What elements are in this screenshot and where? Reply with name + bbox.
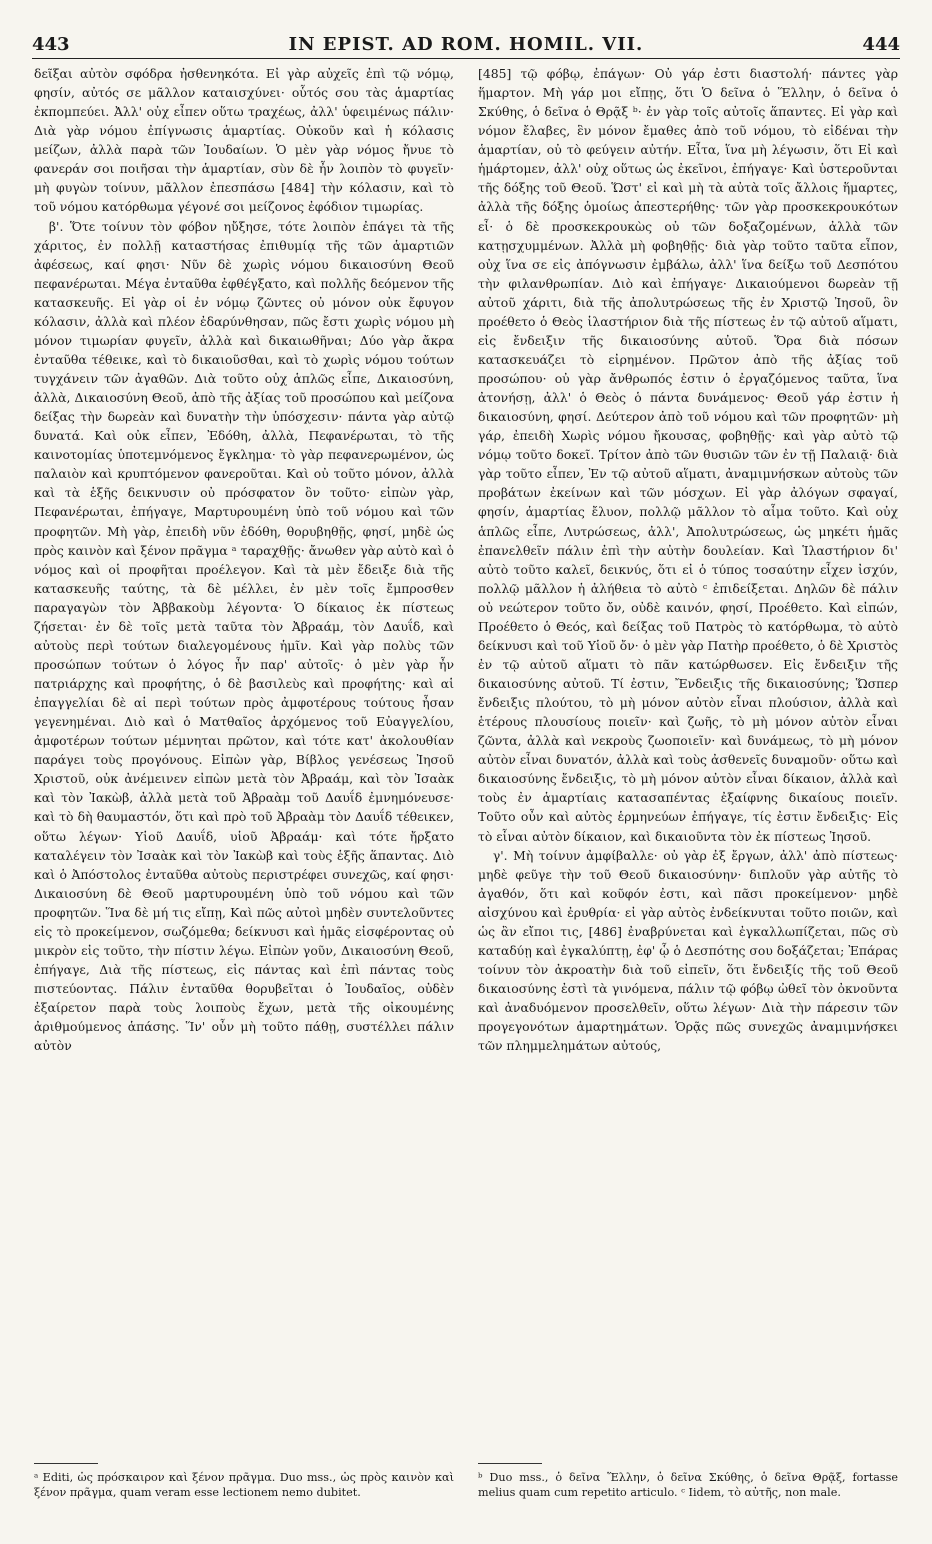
left-paragraph: β'. Ὅτε τοίνυν τὸν φόβον ηὔξησε, τότε λοιπὸν ἐπάγει τὰ τῆς χάριτος, ἐν πολλῇ καταστήσας ἐπιθυμίᾳ τῆς τῶν ἁμαρτιῶν ἀφέσεως, καί φησι· Νῦν δὲ χωρὶς νόμου δικαιοσύνη Θεοῦ πεφανέρωται. Μέγα ἐνταῦθα ἐφθέγξατο, καὶ πολλῆς δεόμενον τῆς κατασκευῆς. Εἰ γὰρ οἱ ἐν νόμῳ ζῶντες οὐ μόνον οὐκ ἔφυγον κόλασιν, ἀλλὰ καὶ πλέον ἐδαρύνθησαν, πῶς ἔστι χωρὶς νόμου μὴ μόνον τιμωρίαν φυγεῖν, ἀλλὰ καὶ δικαιωθῆναι; Δύο γὰρ ἄκρα ἐνταῦθα τέθεικε, καὶ τὸ δικαιοῦσθαι, καὶ τὸ χωρὶς νόμου τούτων τυγχάνειν τῶν ἀγαθῶν. Διὰ τοῦτο οὐχ ἁπλῶς εἶπε, Δικαιοσύνη, ἀλλὰ, Δικαιοσύνη Θεοῦ, ἀπὸ τῆς ἀξίας τοῦ προσώπου καὶ μείζονα δείξας τὴν δωρεὰν καὶ δυνατὴν τὴν ὑπόσχεσιν· πάντα γὰρ αὐτῷ δυνατά. Καὶ οὐκ εἶπεν, Ἐδόθη, ἀλλὰ, Πεφανέρωται, τὸ τῆς καινοτομίας ὑποτεμνόμενος ἔγκλημα· τὸ γὰρ πεφανερωμένον, ὡς παλαιὸν καὶ κρυπτόμενον φανεροῦται. Καὶ οὐ τοῦτο μόνον, ἀλλὰ καὶ τὰ ἑξῆς δεικνυσιν οὐ πρόσφατον ὂν τοῦτο· εἰπὼν γὰρ, Πεφανέρωται, ἐπήγαγε, Μαρτυρουμένη ὑπὸ τοῦ νόμου καὶ τῶν προφητῶν. Μὴ γὰρ, ἐπειδὴ νῦν ἐδόθη, θορυβηθῇς, φησί, μηδὲ ὡς πρὸς καινὸν καὶ ξένον πρᾶγμα ᵃ ταραχθῇς· ἄνωθεν γὰρ αὐτὸ καὶ ὁ νόμος καὶ οἱ προφῆται προέλεγον. Καὶ τὰ μὲν ἔδειξε διὰ τῆς κατασκευῆς ταύτης, τὰ δὲ μέλλει, ἐν μὲν τοῖς ἔμπροσθεν παραγαγὼν τὸν Ἀββακοὺμ λέγοντα· Ὁ δίκαιος ἐκ πίστεως ζήσεται· ἐν δὲ τοῖς μετὰ ταῦτα τὸν Ἀβραάμ, τὸν Δαυΐδ, καὶ αὐτοὺς περὶ τούτων διαλεγομένους ἡμῖν. Καὶ γὰρ πολὺς τῶν προσώπων τούτων ὁ λόγος ἦν παρ' αὐτοῖς· ὁ μὲν γὰρ ἦν πατριάρχης καὶ προφήτης, ὁ δὲ βασιλεὺς καὶ προφήτης· καὶ αἱ ἐπαγγελίαι δὲ αἱ περὶ τούτων πρὸς ἀμφοτέρους τούτους ἦσαν γεγενημέναι. Διὸ καὶ ὁ Ματθαῖος ἀρχόμενος τοῦ Εὐαγγελίου, ἀμφοτέρων τούτων μέμνηται πρῶτον, καὶ τότε κατ' ἀκολουθίαν παράγει τοὺς προγόνους. Εἰπὼν γὰρ, Βίβλος γενέσεως Ἰησοῦ Χριστοῦ, οὐκ ἀνέμεινεν εἰπὼν μετὰ τὸν Ἀβραάμ, καὶ τὸν Ἰσαὰκ καὶ τὸν Ἰακὼβ, ἀλλὰ μετὰ τοῦ Ἀβραὰμ τοῦ Δαυΐδ ἐμνημόνευσε· καὶ τὸ δὴ θαυμαστόν, ὅτι καὶ πρὸ τοῦ Ἀβραὰμ τὸν Δαυΐδ τέθεικεν, οὕτω λέγων· Υἱοῦ Δαυΐδ, υἱοῦ Ἀβραάμ· καὶ τότε ἤρξατο καταλέγειν τὸν Ἰσαὰκ καὶ τὸν Ἰακὼβ καὶ τοὺς ἑξῆς ἅπαντας. Διὸ καὶ ὁ Ἀπόστολος ἐνταῦθα αὐτοὺς περιστρέφει συνεχῶς, καί φησι· Δικαιοσύνη δὲ Θεοῦ μαρτυρουμένη ὑπὸ τοῦ νόμου καὶ τῶν προφητῶν. Ἵνα δὲ μή τις εἴπῃ, Καὶ πῶς αὐτοὶ μηδὲν συντελοῦντες εἰς τὸ προκείμενον, σωζόμεθα; δείκνυσι καὶ ἡμᾶς εἰσφέροντας οὐ μικρὸν εἰς τοῦτο, τὴν πίστιν λέγω. Εἰπὼν γοῦν, Δικαιοσύνη Θεοῦ, ἐπήγαγε, Διὰ τῆς πίστεως, εἰς πάντας καὶ ἐπὶ πάντας τοὺς πιστεύοντας. Πάλιν ἐνταῦθα θορυβεῖται ὁ Ἰουδαῖος, οὐδὲν ἐξαίρετον παρὰ τοὺς λοιποὺς ἔχων, μετὰ τῆς οἰκουμένης ἀριθμούμενος ἁπάσης. Ἵν' οὖν μὴ τοῦτο πάθῃ, συστέλλει πάλιν αὐτὸν — [34, 218, 454, 1054]
page-number-right: 444 — [862, 34, 900, 55]
footnote-right: ᵇ Duo mss., ὁ δεῖνα Ἕλλην, ὁ δεῖνα Σκύθης, ὁ δεῖνα Θρᾷξ, fortasse melius quam cum repetito articulo. ᶜ Iidem, τὸ αὐτῆς, non male. — [478, 1471, 898, 1499]
footnote-left: ᵃ Editi, ὡς πρόσκαιρον καὶ ξένον πρᾶγμα. Duo mss., ὡς πρὸς καινὸν καὶ ξένον πρᾶγμα, quam veram esse lectionem nemo dubitet. — [34, 1471, 454, 1499]
right-paragraph: γ'. Μὴ τοίνυν ἀμφίβαλλε· οὐ γὰρ ἐξ ἔργων, ἀλλ' ἀπὸ πίστεως· μηδὲ φεῦγε τὴν τοῦ Θεοῦ δικαιοσύνην· διπλοῦν γὰρ αὐτῆς τὸ ἀγαθόν, ὅτι καὶ κοῦφόν ἐστι, καὶ πᾶσι προκείμενον· μηδὲ αἰσχύνου καὶ ἐρυθρία· εἰ γὰρ αὐτὸς ἐνδείκνυται τοῦτο ποιῶν, καὶ ὡς ἂν εἴποι τις, [486] ἐναβρύνεται καὶ ἐγκαλλωπίζεται, πῶς σὺ καταδύῃ καὶ ἐγκαλύπτῃ, ἐφ' ᾧ ὁ Δεσπότης σου δοξάζεται; Ἐπάρας τοίνυν τὸν ἀκροατὴν διὰ τοῦ εἰπεῖν, ὅτι ἔνδειξίς τῆς τοῦ Θεοῦ δικαιοσύνης ἐστὶ τὰ γινόμενα, πάλιν τῷ φόβῳ ὠθεῖ τὸν ὀκνοῦντα καὶ ἀναδυόμενον προσελθεῖν, οὕτω λέγων· Διὰ τὴν πάρεσιν τῶν προγεγονότων ἁμαρτημάτων. Ὁρᾷς πῶς συνεχῶς ἀναμιμνήσκει τῶν πλημμελημάτων αὐτούς, — [478, 847, 898, 1054]
footnote-rule-right — [478, 1463, 542, 1464]
page-number-left: 443 — [32, 34, 70, 55]
footnote-rule-left — [34, 1463, 98, 1464]
right-paragraph: [485] τῷ φόβῳ, ἐπάγων· Οὐ γάρ ἐστι διαστολή· πάντες γὰρ ἥμαρτον. Μὴ γάρ μοι εἴπῃς, ὅτι Ὁ δεῖνα ὁ Ἕλλην, ὁ δεῖνα ὁ Σκύθης, ὁ δεῖνα ὁ Θρᾷξ ᵇ· ἐν γὰρ τοῖς αὐτοῖς ἅπαντες. Εἰ γὰρ καὶ νόμον ἔλαβες, ἓν μόνον ἔμαθες ἀπὸ τοῦ νόμου, τὸ εἰδέναι τὴν ἁμαρτίαν, οὐ τὸ φεύγειν αὐτήν. Εἶτα, ἵνα μὴ λέγωσιν, ὅτι Εἰ καὶ ἡμάρτομεν, ἀλλ' οὐχ οὕτως ὡς ἐκεῖνοι, ἐπήγαγε· Καὶ ὑστεροῦνται τῆς δόξης τοῦ Θεοῦ. Ὥστ' εἰ καὶ μὴ τὰ αὐτὰ τοῖς ἄλλοις ἥμαρτες, ἀλλὰ τῆς δόξης ὁμοίως ἀπεστερήθης· τῶν γὰρ προσκεκρουκότων εἶ· ὁ δὲ προσκεκρουκὼς οὐ τῶν δοξαζομένων, ἀλλὰ τῶν κατῃσχυμμένων. Ἀλλὰ μὴ φοβηθῇς· διὰ γὰρ τοῦτο ταῦτα εἶπον, οὐχ ἵνα σε εἰς ἀπόγνωσιν ἐμβάλω, ἀλλ' ἵνα δείξω τοῦ Δεσπότου τὴν φιλανθρωπίαν. Διὸ καὶ ἐπήγαγε· Δικαιούμενοι δωρεὰν τῇ αὐτοῦ χάριτι, διὰ τῆς ἀπολυτρώσεως τῆς ἐν Χριστῷ Ἰησοῦ, ὃν προέθετο ὁ Θεὸς ἱλαστήριον διὰ τῆς πίστεως ἐν τῷ αὐτοῦ αἵματι, εἰς ἔνδειξιν τῆς δικαιοσύνης αὐτοῦ. Ὅρα διὰ πόσων κατασκευάζει τὸ εἰρημένον. Πρῶτον ἀπὸ τῆς ἀξίας τοῦ προσώπου· οὐ γὰρ ἄνθρωπός ἐστιν ὁ ἐργαζόμενος ταῦτα, ἵνα ἀτονήσῃ, ἀλλ' ὁ Θεὸς ὁ πάντα δυνάμενος· Θεοῦ γάρ ἐστιν ἡ δικαιοσύνη, φησί. Δεύτερον ἀπὸ τοῦ νόμου καὶ τῶν προφητῶν· μὴ γάρ, ἐπειδὴ Χωρὶς νόμου ἤκουσας, φοβηθῇς· καὶ γὰρ αὐτὸ τῷ νόμῳ τοῦτο δοκεῖ. Τρίτον ἀπὸ τῶν θυσιῶν τῶν ἐν τῇ Παλαιᾷ· διὰ γὰρ τοῦτο εἶπεν, Ἐν τῷ αὐτοῦ αἵματι, ἀναμιμνήσκων αὐτοὺς τῶν προβάτων ἐκείνων καὶ τῶν μόσχων. Εἰ γὰρ ἀλόγων σφαγαί, φησίν, ἁμαρτίας ἔλυον, πολλῷ μᾶλλον τὸ αἷμα τοῦτο. Καὶ οὐχ ἁπλῶς εἶπε, Λυτρώσεως, ἀλλ', Ἀπολυτρώσεως, ὡς μηκέτι ἡμᾶς ἐπανελθεῖν πάλιν ἐπὶ τὴν αὐτὴν δουλείαν. Καὶ Ἱλαστήριον δι' αὐτὸ τοῦτο καλεῖ, δεικνύς, ὅτι εἰ ὁ τύπος τοσαύτην εἶχεν ἰσχύν, πολλῷ μᾶλλον ἡ ἀλήθεια τὸ αὐτὸ ᶜ ἐπιδείξεται. Δηλῶν δὲ πάλιν οὐ νεώτερον τοῦτο ὄν, οὐδὲ καινόν, φησί, Προέθετο. Καὶ εἰπών, Προέθετο ὁ Θεός, καὶ δείξας τοῦ Πατρὸς τὸ κατόρθωμα, τὸ αὐτὸ δείκνυσι καὶ τοῦ Υἱοῦ ὄν· ὁ μὲν γὰρ Πατὴρ προέθετο, ὁ δὲ Χριστὸς ἐν τῷ αὐτοῦ αἵματι τὸ πᾶν κατώρθωσεν. Εἰς ἔνδειξιν τῆς δικαιοσύνης αὐτοῦ. Τί ἐστιν, Ἔνδειξις τῆς δικαιοσύνης; Ὥσπερ ἔνδειξις πλούτου, τὸ μὴ μόνον αὐτὸν εἶναι πλούσιον, ἀλλὰ καὶ ἑτέρους πλουσίους ποιεῖν· καὶ ζωῆς, τὸ μὴ μόνον αὐτὸν εἶναι ζῶντα, ἀλλὰ καὶ νεκροὺς ζωοποιεῖν· καὶ δυνάμεως, τὸ μὴ μόνον αὐτὸν εἶναι δυνατόν, ἀλλὰ καὶ τοὺς ἀσθενεῖς δυναμοῦν· οὕτω καὶ δικαιοσύνης ἔνδειξις, τὸ μὴ μόνον αὐτὸν εἶναι δίκαιον, ἀλλὰ καὶ τοὺς ἐν ἁμαρτίαις κατασαπέντας ἐξαίφνης δικαίους ποιεῖν. Τοῦτο οὖν καὶ αὐτὸς ἑρμηνεύων ἐπήγαγε, τίς ἐστιν ἔνδειξις· Εἰς τὸ εἶναι αὐτὸν δίκαιον, καὶ δικαιοῦντα τὸν ἐκ πίστεως Ἰησοῦ. — [478, 66, 898, 844]
left-paragraph: δεῖξαι αὐτὸν σφόδρα ἠσθενηκότα. Εἰ γὰρ αὐχεῖς ἐπὶ τῷ νόμῳ, φησίν, αὐτός σε μᾶλλον καταισχύνει· οὗτός σου τὰς ἁμαρτίας ἐκπομπεύει. Ἀλλ' οὐχ εἶπεν οὕτω τραχέως, ἀλλ' ὑφειμένως πάλιν· Διὰ γὰρ νόμου ἐπίγνωσις ἁμαρτίας. Οὐκοῦν καὶ ἡ κόλασις μείζων, ἀλλὰ παρὰ τῶν Ἰουδαίων. Ὁ μὲν γὰρ νόμος ἤνυε τὸ φανεράν σοι ποιῆσαι τὴν ἁμαρτίαν, σὺν δὲ ἦν λοιπὸν τὸ φυγεῖν· μὴ φυγὼν τοίνυν, μᾶλλον ἐπεσπάσω [484] τὴν κόλασιν, καὶ τὸ τοῦ νόμου κατόρθωμα γέγονέ σοι μείζονος ἐφόδιον τιμωρίας. — [34, 66, 454, 215]
right-column — [478, 64, 898, 1055]
left-column — [34, 64, 454, 1055]
running-header — [32, 34, 900, 59]
running-title: IN EPIST. AD ROM. HOMIL. VII. — [288, 34, 644, 55]
